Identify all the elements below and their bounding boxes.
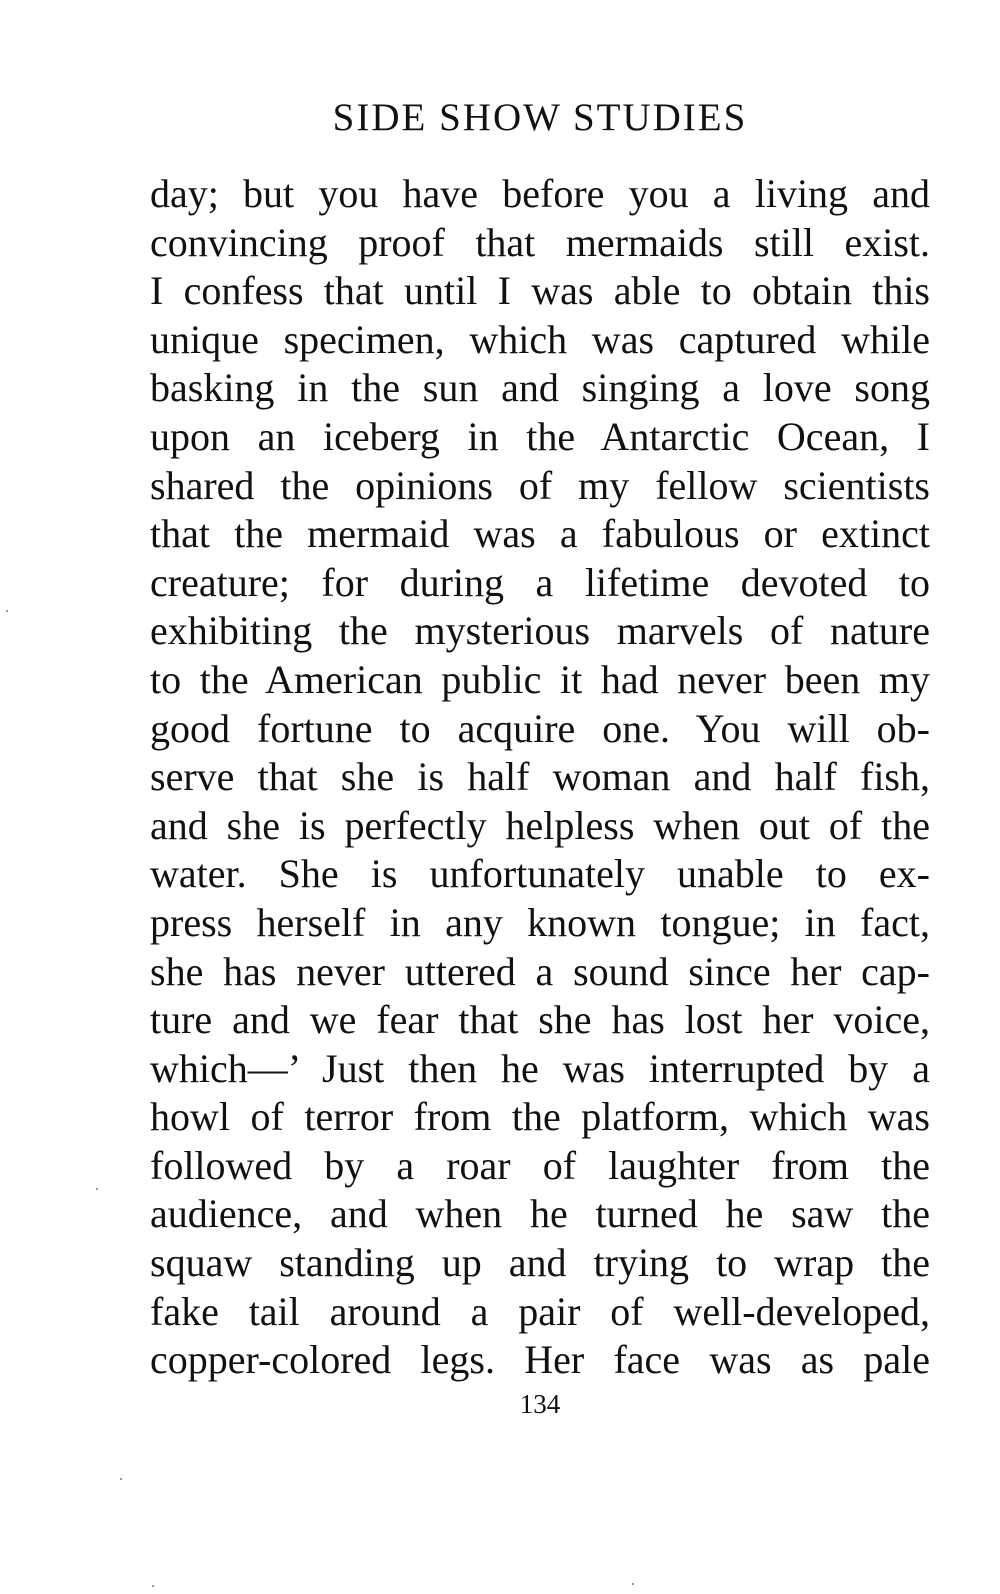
running-head: SIDE SHOW STUDIES xyxy=(332,96,748,139)
text-line: unique specimen, which was captured while xyxy=(150,316,930,362)
text-line: convincing proof that mermaids still exist. xyxy=(150,219,930,265)
text-line: serve that she is half woman and half fish, xyxy=(150,754,930,800)
text-line: good fortune to acquire one. You will ob- xyxy=(150,705,930,751)
text-line: copper-colored legs. Her face was as pale xyxy=(150,1337,930,1383)
paper-speck xyxy=(6,610,8,612)
page-number: 134 xyxy=(519,1389,561,1419)
text-line: followed by a roar of laughter from the xyxy=(150,1142,930,1188)
text-line: howl of terror from the platform, which was xyxy=(150,1094,930,1140)
text-line: which—’ Just then he was interrupted by a xyxy=(150,1045,930,1091)
text-line: and she is perfectly helpless when out of the xyxy=(150,802,930,848)
text-line: press herself in any known tongue; in fact, xyxy=(150,899,930,945)
text-line: day; but you have before you a living and xyxy=(150,171,930,216)
text-line: shared the opinions of my fellow scientists xyxy=(150,462,930,508)
text-line: squaw standing up and trying to wrap the xyxy=(150,1240,930,1286)
text-line: basking in the sun and singing a love song xyxy=(150,365,930,411)
text-line: ture and we fear that she has lost her voice, xyxy=(150,997,930,1043)
text-line: to the American public it had never been my xyxy=(150,656,930,702)
text-line: audience, and when he turned he saw the xyxy=(150,1191,930,1237)
text-line: water. She is unfortunately unable to ex- xyxy=(150,851,930,897)
body-text xyxy=(150,170,930,1385)
paper-speck xyxy=(152,1585,154,1587)
text-line: she has never uttered a sound since her cap- xyxy=(150,948,930,994)
text-line: exhibiting the mysterious marvels of nature xyxy=(150,608,930,654)
text-line: creature; for during a lifetime devoted to xyxy=(150,559,930,605)
text-line: that the mermaid was a fabulous or extinct xyxy=(150,511,930,557)
text-line: I confess that until I was able to obtain this xyxy=(150,268,930,314)
paper-speck xyxy=(96,1188,98,1190)
paper-speck xyxy=(120,1478,122,1480)
text-line: fake tail around a pair of well-developed, xyxy=(150,1288,930,1334)
text-line: upon an iceberg in the Antarctic Ocean, I xyxy=(150,413,930,459)
paper-speck xyxy=(632,1583,634,1585)
